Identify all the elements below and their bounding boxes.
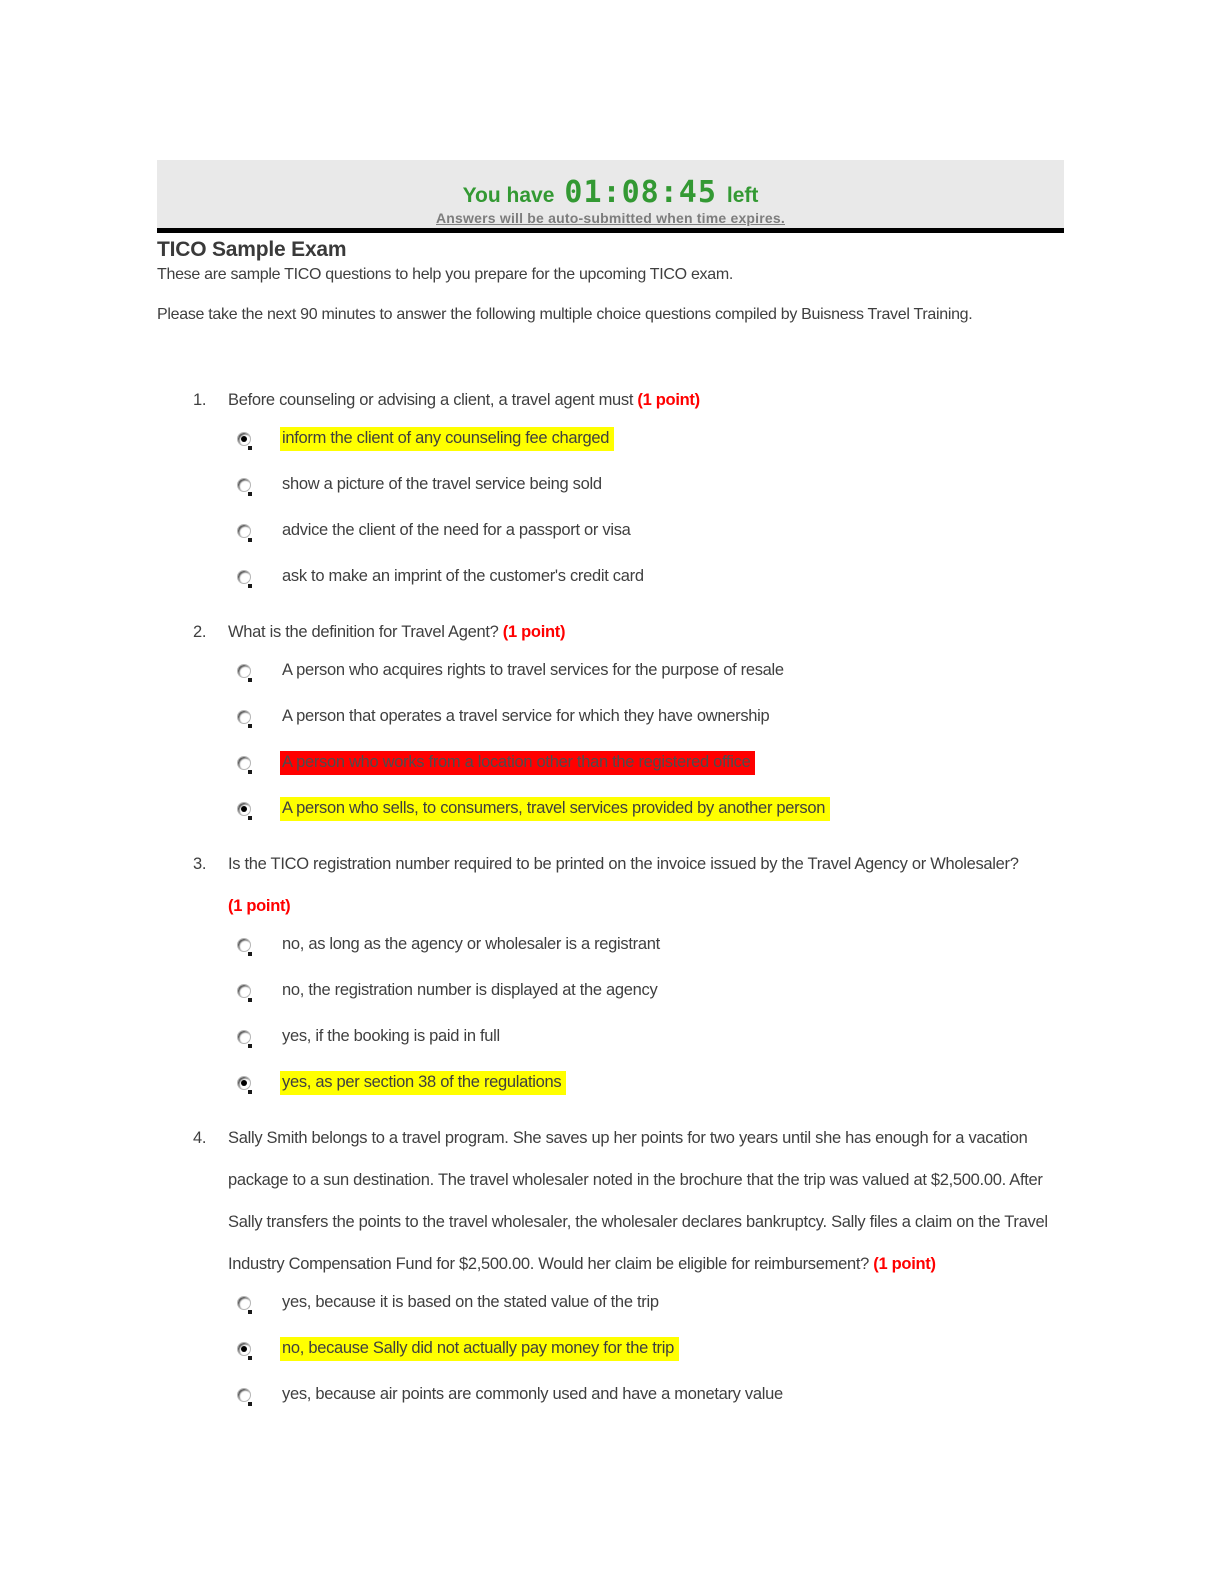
option-row (237, 751, 1064, 775)
option-label[interactable]: no, as long as the agency or wholesaler is a registrant (282, 935, 660, 953)
radio-button[interactable] (237, 984, 251, 998)
options (157, 933, 1064, 1095)
question-text-content: Sally Smith belongs to a travel program. She saves up her points for two years until she has enough for a vacation package to a sun destination. The travel wholesaler noted in the brochure that the trip was valued at $2,500.00. After Sally transfers the points to the travel wholesaler, the wholesaler declares bankruptcy. Sally files a claim on the Travel Industry Compensation Fund for $2,500.00. Would her claim be eligible for reimbursement? (228, 1129, 1048, 1273)
question-text (228, 379, 700, 421)
option-label[interactable]: advice the client of the need for a passport or visa (282, 521, 631, 539)
question-text (228, 843, 1058, 927)
option-label[interactable]: yes, because it is based on the stated value of the trip (282, 1293, 659, 1311)
option-label[interactable]: show a picture of the travel service being sold (282, 475, 602, 493)
autosubmit-note: Answers will be auto-submitted when time expires. (436, 210, 785, 226)
option-row (237, 933, 1064, 957)
radio-button[interactable] (237, 664, 251, 678)
option-row (237, 1291, 1064, 1315)
page-content (157, 160, 1064, 1429)
question-text (228, 1117, 1058, 1285)
options (157, 659, 1064, 821)
option-row (237, 659, 1064, 683)
question-item (157, 611, 1064, 821)
option-row (237, 427, 1064, 451)
radio-button[interactable] (237, 478, 251, 492)
option-row (237, 1025, 1064, 1049)
question-number: 2. (193, 623, 207, 641)
points-badge: (1 point) (502, 623, 566, 641)
option-row (237, 473, 1064, 497)
question-number: 4. (193, 1129, 207, 1147)
radio-button[interactable] (237, 1296, 251, 1310)
question-number: 3. (193, 855, 207, 873)
question-head (157, 611, 1064, 653)
radio-button[interactable] (237, 432, 251, 446)
intro-paragraph-1: These are sample TICO questions to help you prepare for the upcoming TICO exam. (157, 266, 734, 283)
option-label[interactable]: yes, as per section 38 of the regulations (280, 1071, 566, 1095)
radio-button[interactable] (237, 524, 251, 538)
points-badge: (1 point) (873, 1255, 936, 1273)
option-row (237, 705, 1064, 729)
radio-button[interactable] (237, 1030, 251, 1044)
timer-text (463, 175, 759, 210)
option-row (237, 519, 1064, 543)
radio-button[interactable] (237, 756, 251, 770)
question-item (157, 843, 1064, 1095)
radio-button[interactable] (237, 1076, 251, 1090)
radio-button[interactable] (237, 1342, 251, 1356)
option-label[interactable]: A person that operates a travel service for which they have ownership (282, 707, 770, 725)
option-label[interactable]: ask to make an imprint of the customer's credit card (282, 567, 644, 585)
option-label[interactable]: yes, because air points are commonly used and have a monetary value (282, 1385, 783, 1403)
question-head (157, 379, 1064, 421)
option-label[interactable]: inform the client of any counseling fee charged (280, 427, 614, 451)
option-row (237, 979, 1064, 1003)
option-label[interactable]: A person who works from a location other than the registered office (280, 751, 755, 775)
question-text-content: Before counseling or advising a client, a travel agent must (228, 391, 634, 409)
question-item (157, 1117, 1064, 1407)
radio-button[interactable] (237, 802, 251, 816)
option-row (237, 1383, 1064, 1407)
option-row (237, 1337, 1064, 1361)
option-label[interactable]: no, because Sally did not actually pay money for the trip (280, 1337, 679, 1361)
points-badge: (1 point) (637, 391, 700, 409)
question-item (157, 379, 1064, 589)
timer-prefix: You have (462, 184, 555, 207)
timer-value: 01:08:45 (564, 175, 717, 210)
options (157, 1291, 1064, 1407)
question-text-content: Is the TICO registration number required to be printed on the invoice issued by the Travel Agency or Wholesaler? (228, 855, 1019, 873)
question-number: 1. (193, 391, 207, 409)
question-head (157, 1117, 1064, 1285)
option-label[interactable]: yes, if the booking is paid in full (282, 1027, 500, 1045)
radio-button[interactable] (237, 1388, 251, 1402)
question-list (157, 379, 1064, 1407)
options (157, 427, 1064, 589)
option-label[interactable]: A person who acquires rights to travel services for the purpose of resale (282, 661, 784, 679)
question-text-content: What is the definition for Travel Agent? (228, 623, 499, 641)
radio-button[interactable] (237, 938, 251, 952)
timer-banner (157, 160, 1064, 233)
option-row (237, 565, 1064, 589)
question-text (228, 611, 565, 653)
question-head (157, 843, 1064, 927)
option-label[interactable]: no, the registration number is displayed at the agency (282, 981, 658, 999)
option-label[interactable]: A person who sells, to consumers, travel services provided by another person (280, 797, 830, 821)
option-row (237, 1071, 1064, 1095)
radio-button[interactable] (237, 710, 251, 724)
page-title: TICO Sample Exam (157, 238, 347, 261)
radio-button[interactable] (237, 570, 251, 584)
timer-suffix: left (726, 184, 759, 207)
intro-paragraph-2: Please take the next 90 minutes to answer the following multiple choice questions compiled by Buisness Travel Training. (157, 306, 973, 323)
points-badge: (1 point) (228, 897, 291, 915)
option-row (237, 797, 1064, 821)
